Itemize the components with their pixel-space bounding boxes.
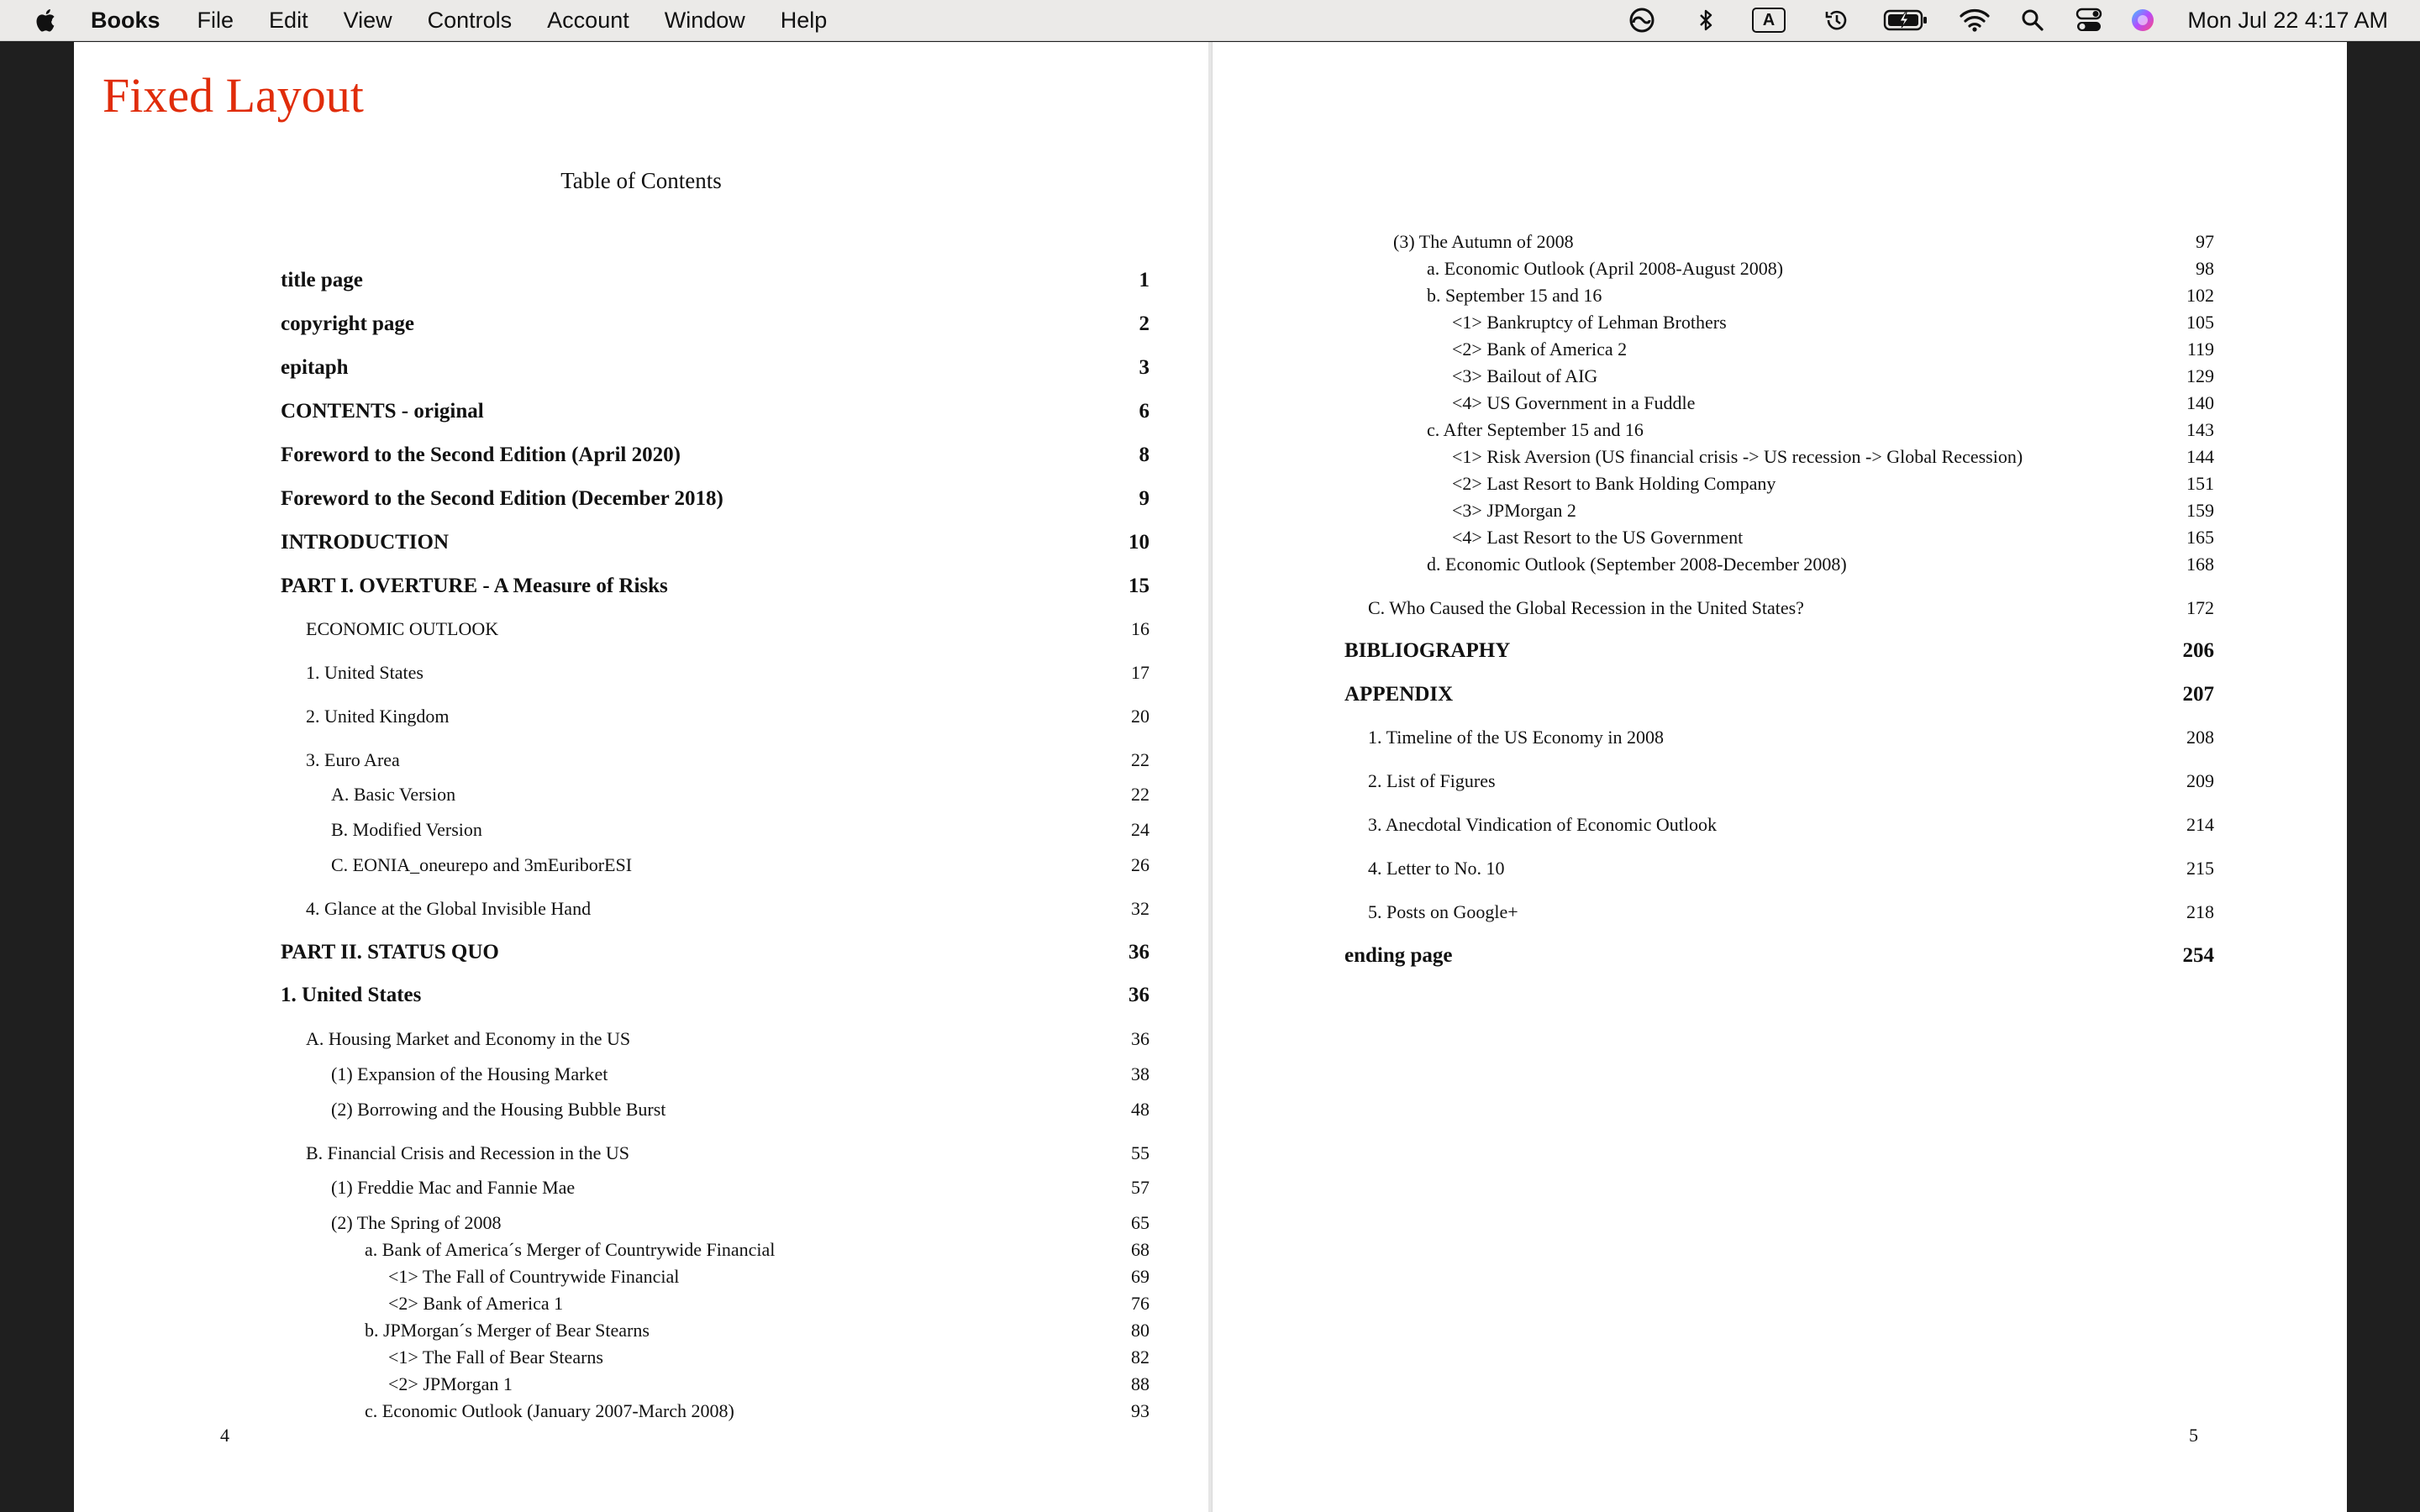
- toc-entry-title: BIBLIOGRAPHY: [1344, 639, 1511, 662]
- toc-entry-page-number: 119: [2186, 339, 2214, 360]
- toc-entry-title: <3> Bailout of AIG: [1452, 365, 1598, 386]
- toc-entry[interactable]: [1452, 392, 2214, 414]
- toc-entry[interactable]: [388, 1347, 1150, 1368]
- toc-entry[interactable]: [1368, 770, 2214, 792]
- toc-entry-page-number: 8: [1139, 444, 1150, 466]
- toc-entry-page-number: 76: [1131, 1293, 1150, 1314]
- toc-entry-page-number: 36: [1131, 1028, 1150, 1049]
- toc-entry-title: c. Economic Outlook (January 2007-March 2008): [365, 1400, 734, 1421]
- toc-entry-title: 3. Anecdotal Vindication of Economic Outlook: [1368, 814, 1717, 835]
- toc-entry[interactable]: [281, 356, 1150, 380]
- toc-entry[interactable]: [306, 618, 1150, 640]
- toc-entry[interactable]: [1368, 858, 2214, 879]
- toc-entry[interactable]: [1344, 944, 2214, 968]
- toc-entry-page-number: 9: [1139, 487, 1150, 510]
- toc-entry-page-number: 80: [1131, 1320, 1150, 1341]
- toc-entry[interactable]: [1452, 339, 2214, 360]
- toc-entry-title: Foreword to the Second Edition (December 2018): [281, 487, 723, 510]
- toc-entry[interactable]: [306, 1142, 1150, 1164]
- toc-entry[interactable]: [1452, 365, 2214, 387]
- toc-entry-page-number: 88: [1131, 1373, 1150, 1394]
- time-machine-icon[interactable]: [1822, 0, 1852, 40]
- toc-entry-page-number: 26: [1131, 854, 1150, 875]
- toc-entry-title: <2> Bank of America 2: [1452, 339, 1628, 360]
- toc-entry-page-number: 22: [1131, 749, 1150, 770]
- toc-entry-page-number: 36: [1128, 941, 1150, 963]
- toc-entry[interactable]: [1368, 901, 2214, 923]
- toc-entry[interactable]: [1452, 446, 2214, 468]
- toc-entry-title: title page: [281, 269, 363, 291]
- toc-entry-title: a. Bank of America´s Merger of Countrywide Financial: [365, 1239, 776, 1260]
- toc-entry-page-number: 208: [2186, 727, 2214, 748]
- toc-entry-page-number: 206: [2182, 639, 2214, 662]
- toc-entry[interactable]: [1344, 683, 2214, 706]
- bluetooth-icon[interactable]: [1694, 0, 1718, 40]
- toc-entry-title: 4. Glance at the Global Invisible Hand: [306, 898, 592, 919]
- toc-entry-page-number: 129: [2186, 365, 2214, 386]
- toc-entry-page-number: 105: [2186, 312, 2214, 333]
- toc-entry-title: d. Economic Outlook (September 2008-December 2008): [1427, 554, 1847, 575]
- toc-entry-page-number: 165: [2186, 527, 2214, 548]
- siri-icon[interactable]: [2129, 0, 2156, 40]
- toc-entry[interactable]: [388, 1373, 1150, 1395]
- toc-entry[interactable]: [365, 1320, 1150, 1341]
- toc-entry[interactable]: [1427, 419, 2214, 441]
- toc-entry[interactable]: [365, 1239, 1150, 1261]
- toc-entry-title: <4> Last Resort to the US Government: [1452, 527, 1744, 548]
- toc-entry-page-number: 68: [1131, 1239, 1150, 1260]
- toc-entry-title: <2> Last Resort to Bank Holding Company: [1452, 473, 1776, 494]
- toc-entry[interactable]: [1368, 814, 2214, 836]
- toc-entry-title: 3. Euro Area: [306, 749, 400, 770]
- toc-entry-title: C. EONIA_oneurepo and 3mEuriborESI: [331, 854, 633, 875]
- toc-entry-title: C. Who Caused the Global Recession in the United States?: [1368, 597, 1804, 618]
- toc-entry-page-number: 144: [2186, 446, 2214, 467]
- toc-entry-page-number: 24: [1131, 819, 1150, 840]
- toc-entry-page-number: 65: [1131, 1212, 1150, 1233]
- toc-entry-page-number: 254: [2182, 944, 2214, 967]
- toc-entry-title: A. Basic Version: [331, 784, 456, 805]
- toc-entry-title: <1> Bankruptcy of Lehman Brothers: [1452, 312, 1727, 333]
- toc-entry-title: INTRODUCTION: [281, 531, 450, 554]
- window-menu[interactable]: Window: [664, 7, 745, 33]
- toc-entry-page-number: 3: [1139, 356, 1150, 379]
- toc-entry-page-number: 22: [1131, 784, 1150, 805]
- toc-entry[interactable]: [1427, 554, 2214, 575]
- toc-entry[interactable]: [281, 984, 1150, 1007]
- toc-entry[interactable]: [1452, 312, 2214, 333]
- toc-entry-title: (1) Expansion of the Housing Market: [331, 1063, 608, 1084]
- creative-cloud-icon[interactable]: [1623, 0, 1660, 40]
- toc-entry-title: 5. Posts on Google+: [1368, 901, 1518, 922]
- toc-entry[interactable]: [306, 1028, 1150, 1050]
- toc-entry[interactable]: [331, 1177, 1150, 1199]
- toc-entry-page-number: 2: [1139, 312, 1150, 335]
- toc-entry-title: 4. Letter to No. 10: [1368, 858, 1505, 879]
- toc-entry-title: 2. List of Figures: [1368, 770, 1496, 791]
- toc-entry-page-number: 172: [2186, 597, 2214, 618]
- toc-entry-title: Foreword to the Second Edition (April 2020): [281, 444, 681, 466]
- toc-entry-page-number: 38: [1131, 1063, 1150, 1084]
- toc-entry-title: APPENDIX: [1344, 683, 1454, 706]
- toc-entry[interactable]: [1427, 258, 2214, 280]
- account-menu[interactable]: Account: [547, 7, 629, 33]
- menu-bar-clock[interactable]: Mon Jul 22 4:17 AM: [2187, 7, 2388, 33]
- toc-entry[interactable]: [281, 487, 1150, 511]
- toc-entry[interactable]: [281, 941, 1150, 964]
- toc-entry-title: (2) Borrowing and the Housing Bubble Burst: [331, 1099, 666, 1120]
- toc-entry-title: CONTENTS - original: [281, 400, 484, 423]
- right-page[interactable]: [1212, 42, 2347, 1512]
- toc-entry-title: (3) The Autumn of 2008: [1393, 231, 1574, 252]
- toc-entry[interactable]: [281, 575, 1150, 598]
- toc-entry-page-number: 98: [2196, 258, 2214, 279]
- toc-entry[interactable]: [306, 898, 1150, 920]
- toc-entry-page-number: 32: [1131, 898, 1150, 919]
- toc-entry-title: B. Financial Crisis and Recession in the US: [306, 1142, 629, 1163]
- control-center-icon[interactable]: [2074, 0, 2104, 40]
- toc-entry-title: <2> JPMorgan 1: [388, 1373, 513, 1394]
- toc-entry-title: <1> The Fall of Bear Stearns: [388, 1347, 603, 1368]
- wifi-icon[interactable]: [1958, 0, 1991, 40]
- toc-entry-title: 1. Timeline of the US Economy in 2008: [1368, 727, 1664, 748]
- toc-entry-page-number: 16: [1131, 618, 1150, 639]
- fixed-layout-label: Fixed Layout: [103, 68, 364, 123]
- toc-entry[interactable]: [1344, 639, 2214, 663]
- toc-entry-title: c. After September 15 and 16: [1427, 419, 1644, 440]
- toc-entry[interactable]: [331, 854, 1150, 876]
- toc-entry-page-number: 20: [1131, 706, 1150, 727]
- toc-entry[interactable]: [331, 784, 1150, 806]
- file-menu[interactable]: File: [197, 7, 234, 33]
- controls-menu[interactable]: Controls: [427, 7, 513, 33]
- toc-entry[interactable]: [1452, 500, 2214, 522]
- toc-entry[interactable]: [306, 706, 1150, 727]
- toc-entry-title: ending page: [1344, 944, 1453, 967]
- toc-entry-page-number: 17: [1131, 662, 1150, 683]
- toc-entry-page-number: 207: [2182, 683, 2214, 706]
- toc-entry-page-number: 218: [2186, 901, 2214, 922]
- book-window: [0, 42, 2420, 1512]
- apple-menu-icon[interactable]: [34, 6, 60, 34]
- toc-entry-title: <4> US Government in a Fuddle: [1452, 392, 1696, 413]
- toc-entry-title: <2> Bank of America 1: [388, 1293, 564, 1314]
- toc-entry-page-number: 143: [2186, 419, 2214, 440]
- menu-bar: [0, 0, 2420, 41]
- toc-entry-page-number: 15: [1128, 575, 1150, 597]
- toc-entry[interactable]: [1452, 473, 2214, 495]
- toc-entry-page-number: 209: [2186, 770, 2214, 791]
- toc-entry-page-number: 6: [1139, 400, 1150, 423]
- toc-entry[interactable]: [331, 819, 1150, 841]
- toc-entry[interactable]: [365, 1400, 1150, 1422]
- toc-entry-page-number: 215: [2186, 858, 2214, 879]
- toc-entry-title: copyright page: [281, 312, 415, 335]
- toc-entry[interactable]: [281, 312, 1150, 336]
- toc-entry-page-number: 55: [1131, 1142, 1150, 1163]
- toc-entry[interactable]: [281, 269, 1150, 292]
- help-menu[interactable]: Help: [780, 7, 828, 33]
- input-source-icon[interactable]: [1749, 0, 1788, 40]
- toc-entry-title: (2) The Spring of 2008: [331, 1212, 502, 1233]
- toc-entry[interactable]: [306, 662, 1150, 684]
- toc-entry-title: b. JPMorgan´s Merger of Bear Stearns: [365, 1320, 650, 1341]
- view-menu[interactable]: View: [343, 7, 392, 33]
- toc-heading: Table of Contents: [560, 168, 722, 193]
- input-source-label: A: [1752, 8, 1786, 33]
- toc-entry[interactable]: [1368, 727, 2214, 748]
- toc-entry[interactable]: [388, 1266, 1150, 1288]
- left-page[interactable]: [74, 42, 1209, 1512]
- toc-entry-title: B. Modified Version: [331, 819, 482, 840]
- toc-entry-title: A. Housing Market and Economy in the US: [306, 1028, 631, 1049]
- toc-entry-page-number: 82: [1131, 1347, 1150, 1368]
- toc-entry-title: epitaph: [281, 356, 349, 379]
- toc-entry-title: 1. United States: [306, 662, 424, 683]
- toc-entry-title: 2. United Kingdom: [306, 706, 450, 727]
- toc-entry[interactable]: [281, 531, 1150, 554]
- toc-entry-page-number: 159: [2186, 500, 2214, 521]
- app-name-menu[interactable]: Books: [91, 7, 160, 33]
- battery-icon[interactable]: [1882, 0, 1929, 40]
- toc-entry-title: PART II. STATUS QUO: [281, 941, 499, 963]
- toc-entry[interactable]: [306, 749, 1150, 771]
- toc-entry-page-number: 36: [1128, 984, 1150, 1006]
- toc-entry-page-number: 151: [2186, 473, 2214, 494]
- right-page-number: 5: [2189, 1425, 2198, 1446]
- toc-entry-title: PART I. OVERTURE - A Measure of Risks: [281, 575, 668, 597]
- toc-entry-page-number: 140: [2186, 392, 2214, 413]
- toc-entry-page-number: 69: [1131, 1266, 1150, 1287]
- toc-entry-page-number: 97: [2196, 231, 2214, 252]
- toc-entry[interactable]: [331, 1212, 1150, 1234]
- toc-entry-title: 1. United States: [281, 984, 422, 1006]
- toc-entry-title: ECONOMIC OUTLOOK: [306, 618, 499, 639]
- toc-entry-page-number: 102: [2186, 285, 2214, 306]
- toc-entry[interactable]: [388, 1293, 1150, 1315]
- toc-entry[interactable]: [281, 444, 1150, 467]
- toc-entry-title: (1) Freddie Mac and Fannie Mae: [331, 1177, 576, 1198]
- toc-entry-page-number: 10: [1128, 531, 1150, 554]
- toc-entry[interactable]: [331, 1099, 1150, 1121]
- toc-entry-page-number: 214: [2186, 814, 2214, 835]
- toc-entry-title: <3> JPMorgan 2: [1452, 500, 1576, 521]
- toc-entry-title: <1> Risk Aversion (US financial crisis -> US recession -> Global Recession): [1452, 446, 2023, 467]
- toc-entry[interactable]: [281, 400, 1150, 423]
- toc-entry[interactable]: [1452, 527, 2214, 549]
- toc-entry-page-number: 57: [1131, 1177, 1150, 1198]
- edit-menu[interactable]: Edit: [269, 7, 308, 33]
- toc-entry-page-number: 1: [1139, 269, 1150, 291]
- toc-entry[interactable]: [1393, 231, 2214, 253]
- toc-entry[interactable]: [1427, 285, 2214, 307]
- toc-entry-page-number: 93: [1131, 1400, 1150, 1421]
- spotlight-search-icon[interactable]: [2018, 0, 2047, 40]
- toc-entry-title: b. September 15 and 16: [1427, 285, 1602, 306]
- toc-entry[interactable]: [331, 1063, 1150, 1085]
- toc-entry-title: a. Economic Outlook (April 2008-August 2008): [1427, 258, 1784, 279]
- left-page-number: 4: [220, 1425, 229, 1446]
- toc-entry-page-number: 48: [1131, 1099, 1150, 1120]
- toc-entry-title: <1> The Fall of Countrywide Financial: [388, 1266, 680, 1287]
- toc-entry-page-number: 168: [2186, 554, 2214, 575]
- toc-entry[interactable]: [1368, 597, 2214, 619]
